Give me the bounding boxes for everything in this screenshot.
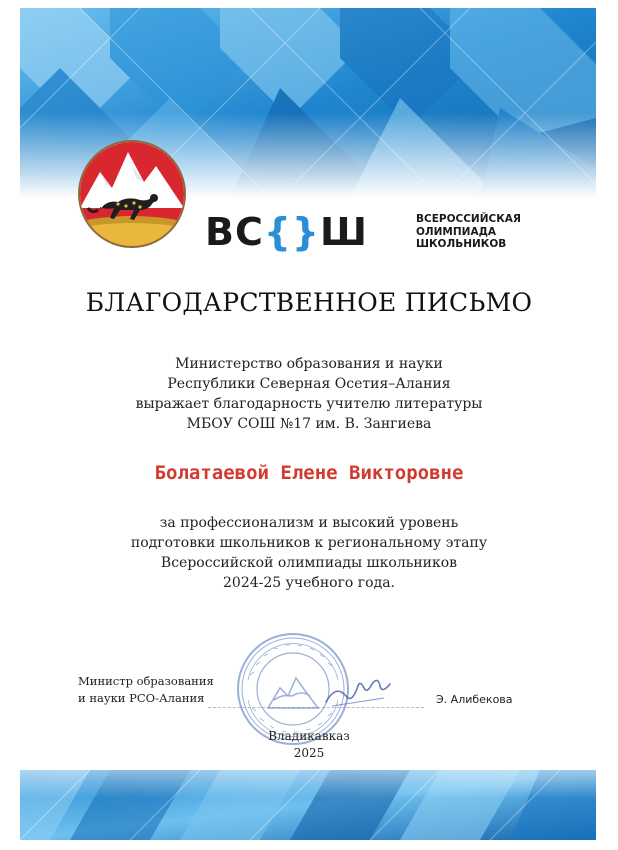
vsosh-subtitle-line: ВСЕРОССИЙСКАЯ xyxy=(416,213,521,225)
intro-line: выражает благодарность учителю литературы xyxy=(135,396,483,412)
year: 2025 xyxy=(293,746,325,760)
intro-line: МБОУ СОШ №17 им. В. Зангиева xyxy=(186,416,432,432)
vsosh-logo xyxy=(205,212,368,252)
reason-line: Всероссийской олимпиады школьников xyxy=(160,555,458,571)
signer-role-line: Министр образования xyxy=(78,674,214,688)
reason-line: 2024-25 учебного года. xyxy=(223,575,395,591)
signer-role-line: и науки РСО-Алания xyxy=(78,691,205,705)
vsosh-subtitle-line: ШКОЛЬНИКОВ xyxy=(416,238,507,250)
vsosh-brace-icon: {} xyxy=(263,210,320,254)
bottom-banner-pattern xyxy=(20,770,596,840)
vsosh-subtitle-line: ОЛИМПИАДА xyxy=(416,225,497,238)
bottom-banner xyxy=(20,770,596,840)
intro-line: Республики Северная Осетия–Алания xyxy=(167,376,451,392)
recipient-name: Болатаевой Елене Викторовне xyxy=(154,462,464,484)
vsosh-subtitle xyxy=(416,213,556,251)
vsosh-abbr-part1: ВС xyxy=(205,210,264,254)
reason-text xyxy=(0,513,618,593)
signer-role xyxy=(78,673,214,707)
reason-line: за профессионализм и высокий уровень xyxy=(159,515,459,531)
intro-text xyxy=(0,354,618,434)
city: Владикавказ xyxy=(268,729,350,743)
handwritten-signature-icon xyxy=(322,678,396,710)
north-ossetia-coat-of-arms-icon xyxy=(76,138,188,250)
reason-line: подготовки школьников к региональному этапу xyxy=(130,535,488,551)
letter-title: БЛАГОДАРСТВЕННОЕ ПИСЬМО xyxy=(85,288,533,317)
signer-name: Э. Алибекова xyxy=(436,693,513,706)
vsosh-abbr-part2: Ш xyxy=(319,210,368,254)
intro-line: Министерство образования и науки xyxy=(175,356,443,372)
